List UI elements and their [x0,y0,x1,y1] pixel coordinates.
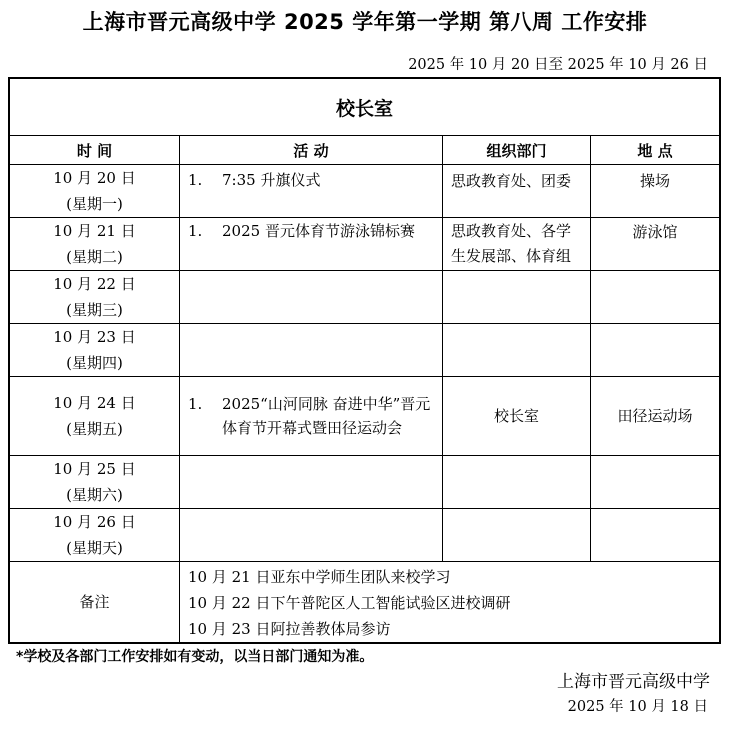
activity-cell [180,509,443,562]
footnote: *学校及各部门工作安排如有变动，以当日部门通知为准。 [16,649,374,665]
table-row [10,218,720,271]
page-title: 上海市晋元高级中学 2025 学年第一学期 第八周 工作安排 [82,10,648,34]
day-date: 10 月 26 日 [53,513,136,531]
org-cell [443,509,591,562]
org-cell [443,324,591,377]
day-date: 10 月 24 日 [53,394,136,412]
note-item: 10 月 21 日亚东中学师生团队来校学习 [188,568,451,586]
activity-text: 7:35 升旗仪式 [222,171,321,189]
day-cell [10,271,180,324]
school-signature: 上海市晋元高级中学 [557,672,710,692]
day-weekday: (星期二) [66,248,123,266]
day-date: 10 月 25 日 [53,460,136,478]
signature-date: 2025 年 10 月 18 日 [567,699,708,715]
activity-item [188,392,436,440]
header-row [10,136,720,165]
day-cell [10,324,180,377]
schedule-table [9,78,720,643]
org-cell [443,456,591,509]
location-cell [591,456,720,509]
location-cell: 田径运动场 [591,377,720,456]
org-cell: 校长室 [443,377,591,456]
day-cell [10,218,180,271]
day-weekday: (星期五) [66,420,123,438]
day-weekday: (星期六) [66,486,123,504]
activity-cell [180,377,443,456]
day-cell [10,456,180,509]
activity-item [188,168,436,192]
notes-cell [180,562,720,643]
activity-cell [180,165,443,218]
activity-number: 1. [188,395,203,413]
table-row [10,456,720,509]
org-cell: 思政教育处、各学生发展部、体育组 [443,218,591,271]
notes-label: 备注 [10,562,180,643]
day-cell [10,377,180,456]
location-cell [591,509,720,562]
activity-cell [180,456,443,509]
day-date: 10 月 21 日 [53,222,136,240]
location-cell [591,324,720,377]
day-date: 10 月 23 日 [53,328,136,346]
table-row [10,271,720,324]
notes-row [10,562,720,643]
header-location: 地 点 [591,136,720,165]
day-date: 10 月 20 日 [53,169,136,187]
date-range: 2025 年 10 月 20 日至 2025 年 10 月 26 日 [408,57,708,73]
day-date: 10 月 22 日 [53,275,136,293]
activity-number: 1. [188,171,203,189]
day-cell [10,165,180,218]
note-item: 10 月 22 日下午普陀区人工智能试验区进校调研 [188,594,511,612]
org-cell [443,271,591,324]
activity-item [188,219,436,243]
location-cell: 游泳馆 [591,218,720,271]
day-weekday: (星期四) [66,354,123,372]
table-row [10,377,720,456]
activity-cell [180,271,443,324]
activity-cell [180,324,443,377]
table-row [10,165,720,218]
table-row [10,509,720,562]
header-org: 组织部门 [443,136,591,165]
note-item: 10 月 23 日阿拉善教体局参访 [188,620,391,638]
header-activity: 活 动 [180,136,443,165]
office-name: 校长室 [10,79,720,136]
day-weekday: (星期三) [66,301,123,319]
location-cell [591,271,720,324]
location-cell: 操场 [591,165,720,218]
day-weekday: (星期天) [66,539,123,557]
day-cell [10,509,180,562]
activity-text: 2025“山河同脉 奋进中华”晋元体育节开幕式暨田径运动会 [222,395,431,437]
activity-text: 2025 晋元体育节游泳锦标赛 [222,222,415,240]
table-row [10,324,720,377]
activity-number: 1. [188,222,203,240]
header-time: 时 间 [10,136,180,165]
day-weekday: (星期一) [66,195,123,213]
org-cell: 思政教育处、团委 [443,165,591,218]
activity-cell [180,218,443,271]
office-row [10,79,720,136]
